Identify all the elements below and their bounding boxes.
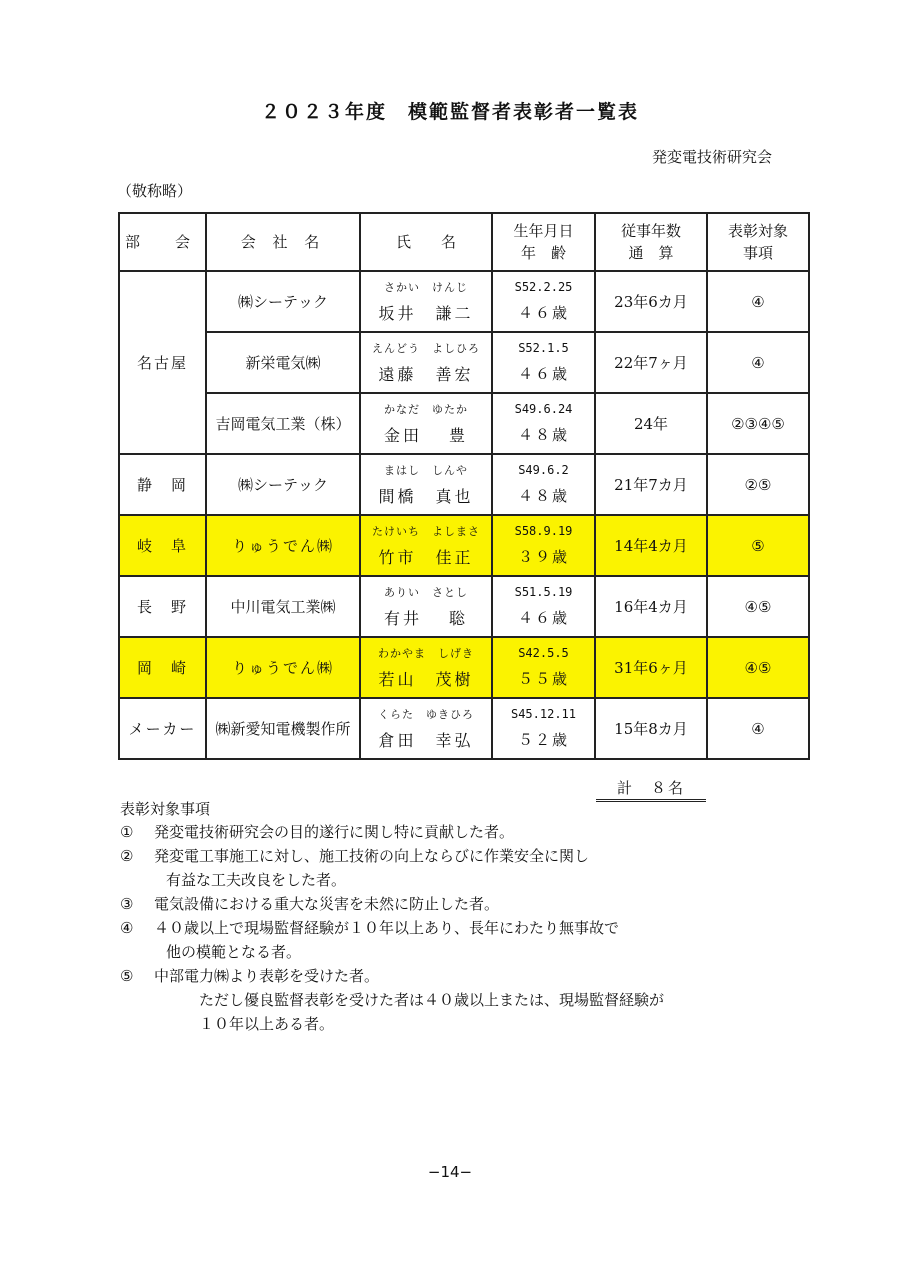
honorific-note: （敬称略） (117, 182, 193, 200)
birth-age-cell (492, 332, 595, 393)
department-cell: 名古屋 (119, 271, 206, 454)
note-item (120, 964, 664, 1036)
award-cell: ②③④⑤ (707, 393, 809, 454)
name-reading: えんどう よしひろ (372, 342, 480, 355)
name-cell (360, 515, 492, 576)
department-cell: 長 野 (119, 576, 206, 637)
table-row (119, 698, 809, 759)
organization-name: 発変電技術研究会 (651, 148, 772, 166)
company-cell: ㈱シーテック (206, 454, 360, 515)
header-birth-line2: 年 齢 (520, 244, 566, 262)
note-text: 中部電力㈱より表彰を受けた者。 (154, 967, 380, 985)
note-number: ④ (120, 919, 134, 937)
name-kanji: 坂井 謙二 (378, 304, 474, 323)
document-title: ２０２３年度 模範監督者表彰者一覧表 (260, 101, 639, 123)
header-years-line1: 従事年数 (620, 222, 681, 240)
department-cell: 静 岡 (119, 454, 206, 515)
table-row (119, 332, 809, 393)
name-kanji: 倉田 幸弘 (378, 731, 474, 750)
age: ４６歳 (517, 304, 569, 322)
years-cell: 24年 (595, 393, 707, 454)
name-kanji: 金田 豊 (383, 426, 469, 445)
header-years-line2: 通 算 (628, 244, 674, 262)
note-number: ② (120, 847, 134, 865)
award-cell: ④⑤ (707, 576, 809, 637)
notes-heading: 表彰対象事項 (120, 800, 211, 818)
department-cell: 岡 崎 (119, 637, 206, 698)
birth-date: S58.9.19 (514, 524, 573, 538)
age: ４６歳 (517, 609, 569, 627)
table-row (119, 637, 809, 698)
age: ４６歳 (517, 365, 569, 383)
header-award (707, 213, 809, 271)
name-reading: まはし しんや (384, 464, 468, 477)
name-cell (360, 576, 492, 637)
award-cell: ⑤ (707, 515, 809, 576)
table-row (119, 576, 809, 637)
company-cell: ㈱シーテック (206, 271, 360, 332)
birth-age-cell (492, 515, 595, 576)
company-cell: りゅうでん㈱ (206, 637, 360, 698)
company-cell: ㈱新愛知電機製作所 (206, 698, 360, 759)
note-text-continued: １０年以上ある者。 (199, 1015, 335, 1033)
department-cell: 岐 阜 (119, 515, 206, 576)
award-cell: ④ (707, 698, 809, 759)
award-cell: ④ (707, 332, 809, 393)
years-cell: 15年8カ月 (595, 698, 707, 759)
company-cell: 新栄電気㈱ (206, 332, 360, 393)
header-award-line1: 表彰対象 (727, 222, 788, 240)
note-text-continued: ただし優良監督表彰を受けた者は４０歳以上または、現場監督経験が (199, 991, 665, 1009)
table-row (119, 393, 809, 454)
header-birth (492, 213, 595, 271)
name-kanji: 若山 茂樹 (378, 670, 474, 689)
name-kanji: 間橋 真也 (378, 487, 474, 506)
name-reading: かなだ ゆたか (384, 403, 468, 416)
name-reading: ありい さとし (384, 586, 468, 599)
award-cell: ④ (707, 271, 809, 332)
note-item (120, 916, 619, 964)
note-text-continued: 有益な工夫改良をした者。 (166, 871, 347, 889)
company-cell: 中川電気工業㈱ (206, 576, 360, 637)
birth-age-cell (492, 454, 595, 515)
name-cell (360, 393, 492, 454)
years-cell: 22年7ヶ月 (595, 332, 707, 393)
name-reading: わかやま しげき (378, 647, 474, 660)
company-cell: りゅうでん㈱ (206, 515, 360, 576)
age: ５２歳 (517, 731, 569, 749)
awardee-table (118, 212, 810, 760)
age: ４８歳 (517, 487, 569, 505)
name-cell (360, 332, 492, 393)
department-cell: メーカー (119, 698, 206, 759)
years-cell: 16年4カ月 (595, 576, 707, 637)
header-company: 会 社 名 (206, 213, 360, 271)
birth-date: S45.12.11 (510, 707, 577, 721)
name-cell (360, 698, 492, 759)
award-cell: ②⑤ (707, 454, 809, 515)
header-birth-line1: 生年月日 (513, 222, 574, 240)
note-text-continued: 他の模範となる者。 (166, 943, 302, 961)
header-name: 氏 名 (360, 213, 492, 271)
name-reading: たけいち よしまさ (372, 525, 480, 538)
birth-date: S51.5.19 (514, 585, 573, 599)
note-text: ４０歳以上で現場監督経験が１０年以上あり、長年にわたり無事故で (154, 919, 620, 937)
note-text: 発変電技術研究会の目的遂行に関し特に貢献した者。 (154, 823, 515, 841)
birth-age-cell (492, 698, 595, 759)
company-cell: 吉岡電気工業（株） (206, 393, 360, 454)
birth-date: S42.5.5 (518, 646, 569, 660)
birth-date: S52.2.25 (514, 280, 573, 294)
total-count: 計 ８名 (596, 777, 706, 802)
birth-date: S49.6.2 (518, 463, 569, 477)
note-number: ① (120, 823, 134, 841)
years-cell: 23年6カ月 (595, 271, 707, 332)
table-header-row (119, 213, 809, 271)
note-item (120, 844, 589, 892)
age: ４８歳 (517, 426, 569, 444)
note-text: 電気設備における重大な災害を未然に防止した者。 (154, 895, 500, 913)
name-reading: くらた ゆきひろ (378, 708, 474, 721)
years-cell: 14年4カ月 (595, 515, 707, 576)
name-kanji: 竹市 佳正 (378, 548, 474, 567)
note-number: ⑤ (120, 967, 134, 985)
birth-age-cell (492, 271, 595, 332)
header-years (595, 213, 707, 271)
name-kanji: 有井 聡 (383, 609, 469, 628)
name-kanji: 遠藤 善宏 (378, 365, 474, 384)
birth-age-cell (492, 637, 595, 698)
table-row (119, 271, 809, 332)
header-department: 部 会 (119, 213, 206, 271)
note-text: 発変電工事施工に対し、施工技術の向上ならびに作業安全に関し (154, 847, 590, 865)
name-cell (360, 271, 492, 332)
header-award-line2: 事項 (742, 244, 773, 262)
note-item (120, 892, 499, 916)
birth-date: S52.1.5 (518, 341, 569, 355)
birth-date: S49.6.24 (514, 402, 573, 416)
note-item (120, 820, 514, 844)
note-number: ③ (120, 895, 134, 913)
name-cell (360, 454, 492, 515)
birth-age-cell (492, 576, 595, 637)
name-reading: さかい けんじ (384, 281, 468, 294)
name-cell (360, 637, 492, 698)
years-cell: 31年6ヶ月 (595, 637, 707, 698)
age: ３９歳 (517, 548, 569, 566)
award-cell: ④⑤ (707, 637, 809, 698)
table-row (119, 515, 809, 576)
page-number: −14− (427, 1163, 473, 1181)
years-cell: 21年7カ月 (595, 454, 707, 515)
age: ５５歳 (517, 670, 569, 688)
birth-age-cell (492, 393, 595, 454)
table-row (119, 454, 809, 515)
